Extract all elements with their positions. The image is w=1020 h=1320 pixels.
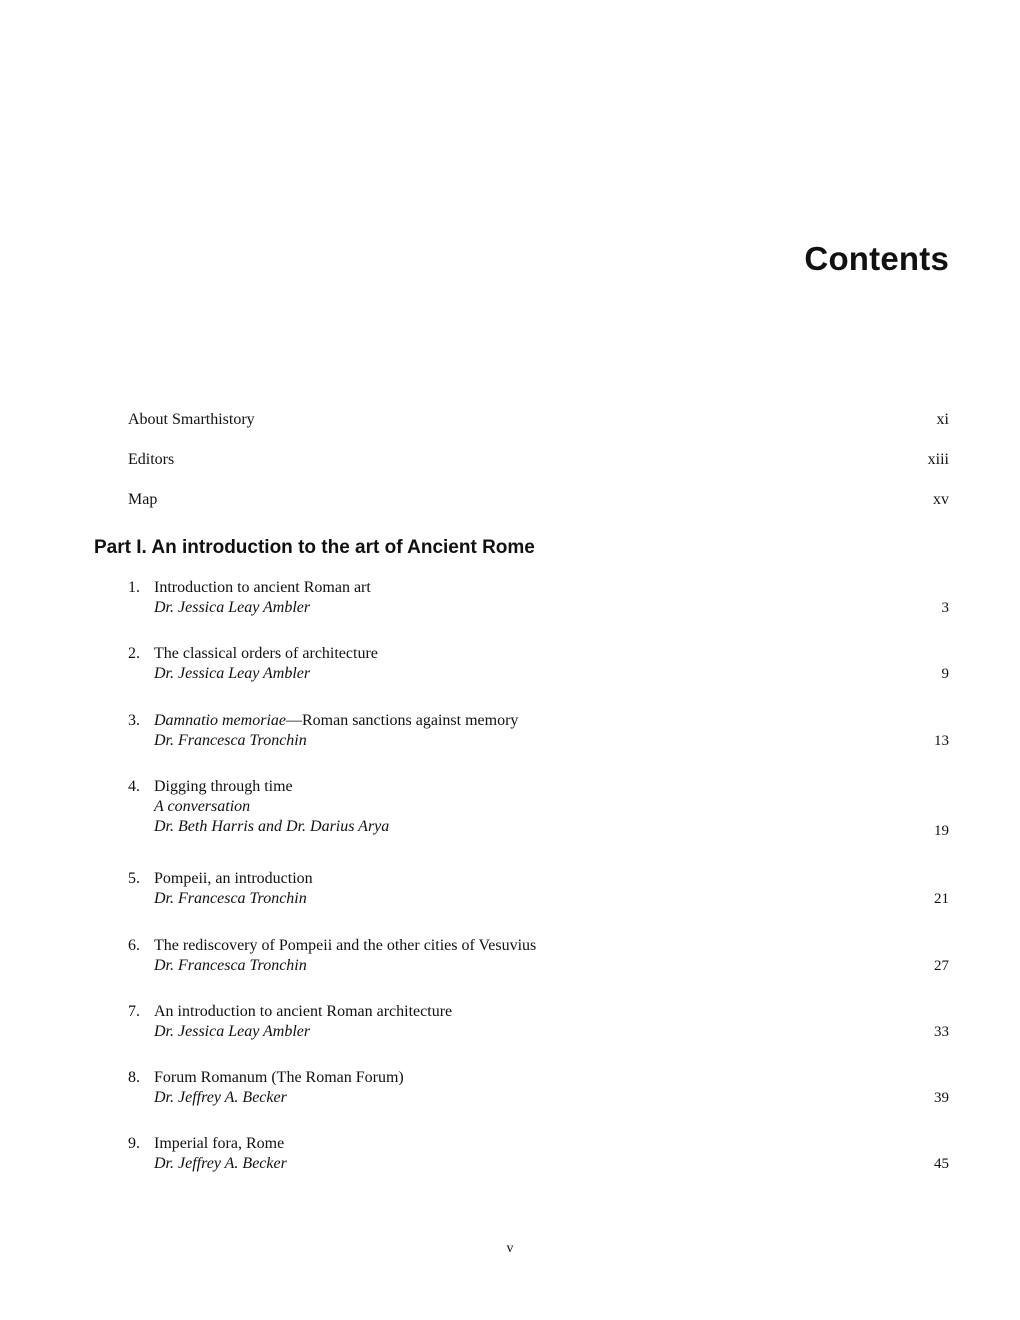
toc-entry-label: Editors	[128, 451, 175, 468]
chapter-title	[154, 711, 949, 731]
chapter-number: 6.	[128, 937, 140, 954]
toc-chapter-8[interactable]	[128, 1068, 949, 1108]
toc-page-number: xiii	[927, 451, 949, 468]
toc-chapter-7[interactable]	[128, 1002, 949, 1042]
toc-page-number: 9	[941, 666, 949, 682]
chapter-author: Dr. Jeffrey A. Becker	[154, 1155, 287, 1172]
chapter-number: 9.	[128, 1135, 140, 1152]
toc-chapter-6[interactable]	[128, 936, 949, 976]
chapter-title: The classical orders of architecture	[154, 645, 378, 662]
toc-chapter-1[interactable]	[128, 578, 949, 618]
chapter-title: Forum Romanum (The Roman Forum)	[154, 1069, 404, 1086]
chapter-author: Dr. Jeffrey A. Becker	[154, 1089, 287, 1106]
toc-page-number: 27	[934, 958, 949, 974]
part-heading[interactable]: Part I. An introduction to the art of Ancient Rome	[94, 537, 535, 558]
toc-entry-label: About Smarthistory	[128, 411, 255, 428]
toc-page-number: 45	[934, 1156, 949, 1172]
chapter-author: Dr. Beth Harris and Dr. Darius Arya	[154, 818, 390, 835]
toc-entry-label: Map	[128, 491, 158, 508]
toc-page-number: 39	[934, 1090, 949, 1106]
chapter-title: An introduction to ancient Roman architecture	[154, 1003, 453, 1020]
chapter-author: Dr. Francesca Tronchin	[154, 732, 307, 749]
toc-page-number: xi	[936, 411, 949, 428]
toc-page-number: xv	[933, 491, 949, 508]
toc-page-number: 3	[941, 600, 949, 616]
chapter-title: Introduction to ancient Roman art	[154, 579, 371, 596]
chapter-author: Dr. Francesca Tronchin	[154, 957, 307, 974]
chapter-subtitle: A conversation	[154, 798, 251, 815]
toc-chapter-5[interactable]	[128, 869, 949, 909]
toc-chapter-9[interactable]	[128, 1134, 949, 1174]
chapter-author: Dr. Jessica Leay Ambler	[154, 1023, 311, 1040]
toc-chapter-2[interactable]	[128, 644, 949, 684]
chapter-number: 5.	[128, 870, 140, 887]
toc-page-number: 13	[934, 733, 949, 749]
toc-chapter-3[interactable]	[128, 711, 949, 751]
chapter-title: Digging through time	[154, 778, 293, 795]
chapter-title-rest: —Roman sanctions against memory	[285, 712, 519, 729]
chapter-number: 8.	[128, 1069, 140, 1086]
chapter-number: 4.	[128, 778, 140, 795]
page-folio: v	[506, 1241, 514, 1256]
chapter-author: Dr. Francesca Tronchin	[154, 890, 307, 907]
chapter-title: The rediscovery of Pompeii and the other cities of Vesuvius	[154, 937, 537, 954]
chapter-number: 1.	[128, 579, 140, 596]
toc-chapter-4[interactable]	[128, 777, 949, 837]
chapter-number: 2.	[128, 645, 140, 662]
page-title: Contents	[804, 240, 949, 277]
chapter-number: 7.	[128, 1003, 140, 1020]
toc-page-number: 19	[934, 823, 949, 839]
toc-page-number: 21	[934, 891, 949, 907]
chapter-author: Dr. Jessica Leay Ambler	[154, 665, 311, 682]
toc-page-number: 33	[934, 1024, 949, 1040]
chapter-title: Imperial fora, Rome	[154, 1135, 285, 1152]
chapter-number: 3.	[128, 712, 140, 729]
chapter-author: Dr. Jessica Leay Ambler	[154, 599, 311, 616]
chapter-title-italic: Damnatio memoriae	[154, 712, 286, 729]
chapter-title: Pompeii, an introduction	[154, 870, 313, 887]
